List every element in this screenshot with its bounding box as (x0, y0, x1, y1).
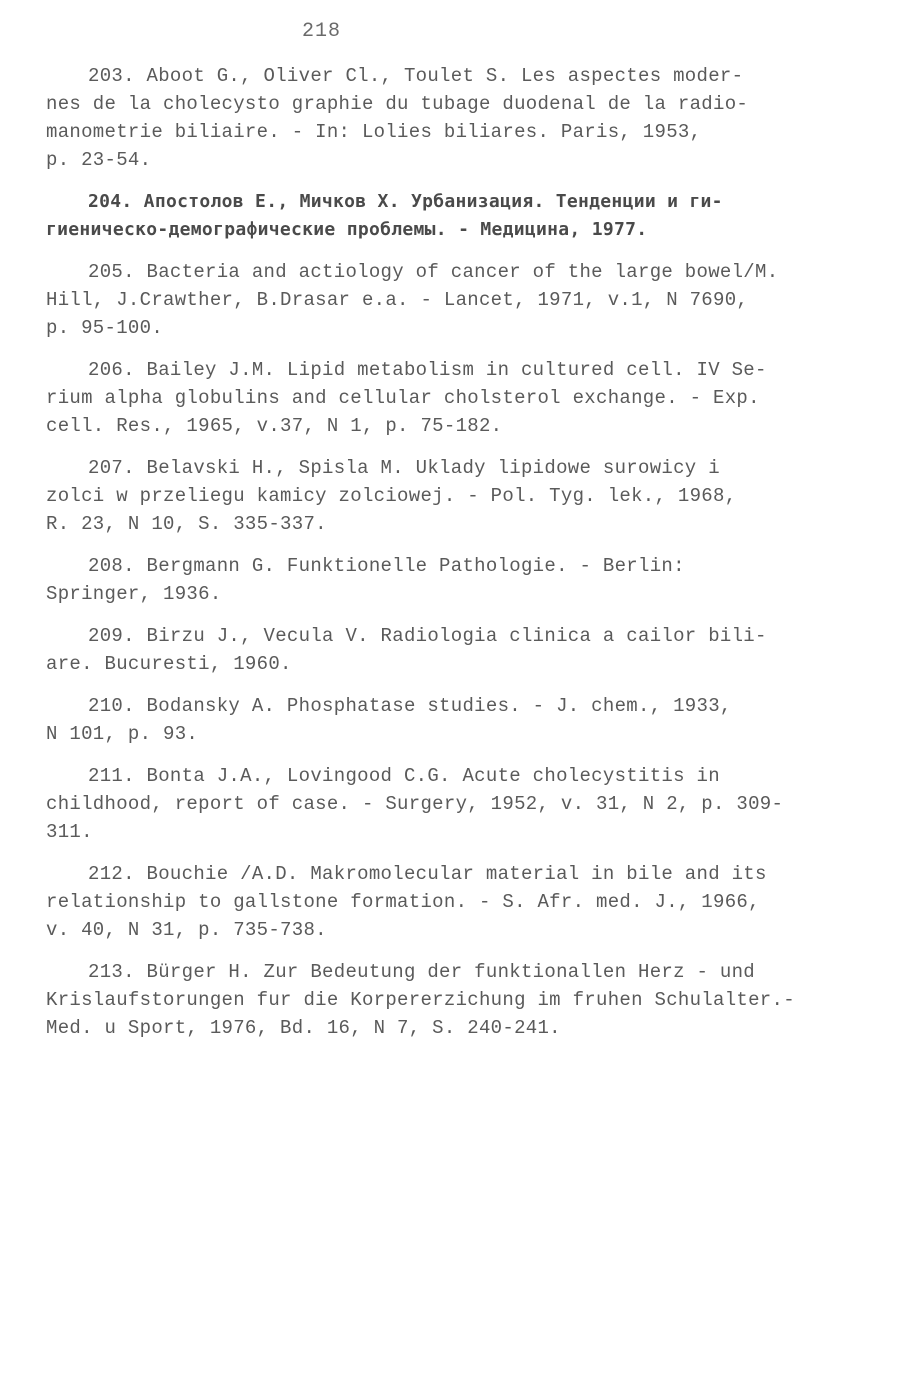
entry-line: 208. Bergmann G. Funktionelle Pathologie. - Berlin: (88, 555, 685, 577)
entry-line: 205. Bacteria and actiology of cancer of the large bowel/M. (88, 261, 779, 283)
entry-line: cell. Res., 1965, v.37, N 1, p. 75-182. (46, 415, 503, 437)
bibliography-entry-203 (46, 62, 846, 174)
entry-line: 311. (46, 821, 93, 843)
entry-line: p. 23-54. (46, 149, 152, 171)
entry-line: 211. Bonta J.A., Lovingood C.G. Acute cholecystitis in (88, 765, 720, 787)
entry-line: гиеническо-демографические проблемы. - Медицина, 1977. (46, 219, 648, 240)
bibliography-entry-204 (46, 188, 846, 244)
entry-line: nes de la cholecysto graphie du tubage duodenal de la radio- (46, 93, 749, 115)
bibliography-entry-211 (46, 762, 846, 846)
bibliography-entry-208 (46, 552, 846, 608)
entry-line: 204. Апостолов Е., Мичков Х. Урбанизация. Тенденции и ги- (88, 191, 723, 212)
entry-line: are. Bucuresti, 1960. (46, 653, 292, 675)
entry-line: 203. Aboot G., Oliver Cl., Toulet S. Les aspectes moder- (88, 65, 744, 87)
entry-line: v. 40, N 31, p. 735-738. (46, 919, 327, 941)
entry-line: Med. u Sport, 1976, Bd. 16, N 7, S. 240-241. (46, 1017, 561, 1039)
bibliography-entry-207 (46, 454, 846, 538)
entry-line: Hill, J.Crawther, B.Drasar e.a. - Lancet, 1971, v.1, N 7690, (46, 289, 749, 311)
bibliography-entry-206 (46, 356, 846, 440)
entry-line: relationship to gallstone formation. - S. Afr. med. J., 1966, (46, 891, 760, 913)
entry-line: R. 23, N 10, S. 335-337. (46, 513, 327, 535)
entry-line: 206. Bailey J.M. Lipid metabolism in cultured cell. IV Se- (88, 359, 767, 381)
entry-line: Krislaufstorungen fur die Korpererzichung im fruhen Schulalter.- (46, 989, 795, 1011)
entry-line: 209. Birzu J., Vecula V. Radiologia clinica a cailor bili- (88, 625, 767, 647)
entry-line: 213. Bürger H. Zur Bedeutung der funktionallen Herz - und (88, 961, 756, 983)
bibliography-entry-210 (46, 692, 846, 748)
entry-line: rium alpha globulins and cellular cholsterol exchange. - Exp. (46, 387, 760, 409)
bibliography-entry-213 (46, 958, 846, 1042)
entry-line: 207. Belavski H., Spisla M. Uklady lipidowe surowicy i (88, 457, 720, 479)
bibliography-entry-212 (46, 860, 846, 944)
entry-line: N 101, p. 93. (46, 723, 199, 745)
entry-line: p. 95-100. (46, 317, 164, 339)
entry-line: zolci w przeliegu kamicy zolciowej. - Pol. Tyg. lek., 1968, (46, 485, 737, 507)
page-number: 218 (302, 20, 342, 43)
entry-line: childhood, report of case. - Surgery, 1952, v. 31, N 2, p. 309- (46, 793, 784, 815)
entry-line: Springer, 1936. (46, 583, 222, 605)
bibliography-entry-205 (46, 258, 846, 342)
bibliography-list (46, 62, 846, 1056)
entry-line: 212. Bouchie /A.D. Makromolecular material in bile and its (88, 863, 767, 885)
bibliography-entry-209 (46, 622, 846, 678)
entry-line: manometrie biliaire. - In: Lolies biliares. Paris, 1953, (46, 121, 702, 143)
entry-line: 210. Bodansky A. Phosphatase studies. - J. chem., 1933, (88, 695, 732, 717)
